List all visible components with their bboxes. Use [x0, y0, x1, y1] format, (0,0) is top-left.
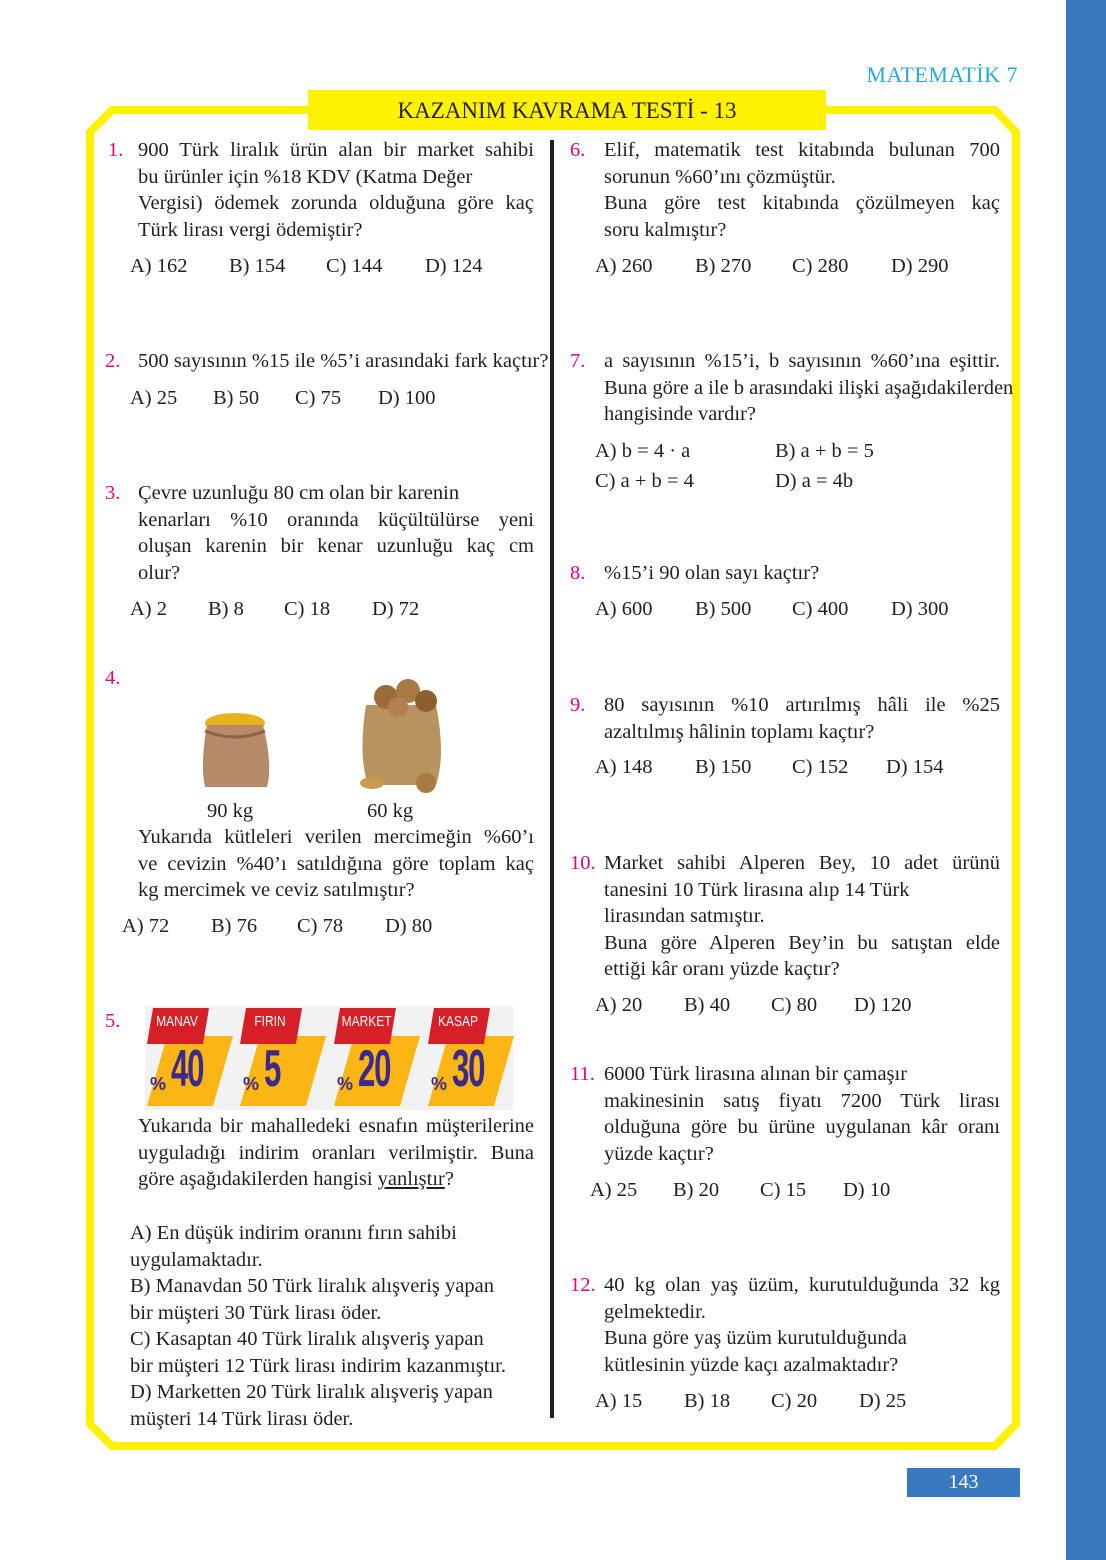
- question-text-line: ettiği kâr oranı yüzde kaçtır?: [604, 958, 840, 980]
- question-text-line: a sayısının %15’i, b sayısının %60’ına eşittir.: [604, 350, 1000, 372]
- question-text: [604, 560, 1000, 587]
- question-text-line: Buna göre a ile b arasındaki ilişki aşağıdakilerden: [604, 376, 1014, 399]
- answer-option-d[interactable]: D) 10: [843, 1179, 891, 1201]
- sign-discount-value: 20: [358, 1040, 391, 1098]
- answer-option-d[interactable]: D) 80: [385, 915, 433, 937]
- question-text: [138, 137, 534, 243]
- answer-option-d[interactable]: D) a = 4b: [775, 470, 854, 492]
- question-text-line: 500 sayısının %15 ile %5’i arasındaki fark kaçtır?: [138, 350, 549, 372]
- sign-discount-value: 30: [452, 1040, 485, 1098]
- answer-option-c[interactable]: C) 78: [297, 915, 344, 937]
- lentil-weight-label: 90 kg: [207, 800, 254, 822]
- question-text-line: Buna göre yaş üzüm kurutulduğunda: [604, 1327, 907, 1349]
- question-text: [604, 1061, 1000, 1167]
- walnut-weight-label: 60 kg: [367, 800, 414, 822]
- page-number: 143: [907, 1468, 1020, 1497]
- question-number: 8.: [570, 562, 586, 584]
- question-text-line: [138, 1166, 534, 1193]
- sign-discount-value: 40: [171, 1040, 204, 1098]
- question-text-line: Buna göre test kitabında çözülmeyen kaç: [604, 192, 1000, 214]
- question-text-line: kütlesinin yüzde kaçı azalmaktadır?: [604, 1353, 899, 1376]
- answer-option-c[interactable]: C) a + b = 4: [595, 470, 694, 492]
- question-text-line: azaltılmış hâlinin toplamı kaçtır?: [604, 720, 875, 743]
- sign-percent: %: [150, 1074, 167, 1094]
- question-text-line: lirasından satmıştır.: [604, 905, 765, 927]
- question-number: 4.: [105, 667, 121, 689]
- answer-option-d[interactable]: D) 120: [854, 994, 912, 1016]
- question-number: 6.: [570, 139, 586, 161]
- question-number: 7.: [570, 350, 586, 372]
- question-text: [138, 824, 534, 904]
- question-text: [604, 850, 1000, 983]
- answer-option-c[interactable]: C) 15: [760, 1179, 807, 1201]
- answer-options: [130, 1220, 540, 1432]
- question-text: [138, 1113, 534, 1193]
- subject-label: MATEMATİK 7: [866, 62, 1018, 87]
- question-number: 10.: [570, 852, 596, 874]
- walnut-sack-image: [348, 675, 453, 800]
- answer-option-a[interactable]: A) 20: [595, 994, 643, 1016]
- answer-option-b[interactable]: B) 150: [695, 756, 752, 778]
- answer-option-c[interactable]: C) 152: [792, 756, 849, 778]
- question-text-line: tanesini 10 Türk lirasına alıp 14 Türk: [604, 878, 910, 901]
- question-text-line: uyguladığı indirim oranları verilmiştir. Buna: [138, 1141, 534, 1164]
- question-text-line: ve cevizin %40’ı satıldığına göre toplam kaç: [138, 852, 534, 875]
- sign-shop-name: MARKET: [341, 1013, 392, 1030]
- answer-option-b[interactable]: B) 40: [684, 994, 731, 1016]
- answer-option-c[interactable]: C) 400: [792, 598, 849, 620]
- answer-option-a[interactable]: A) 25: [590, 1179, 638, 1201]
- answer-option-d[interactable]: D) 25: [859, 1390, 907, 1412]
- question-text: [604, 1272, 1000, 1378]
- question-number: 1.: [108, 139, 124, 161]
- answer-option-a[interactable]: A) 72: [122, 915, 170, 937]
- question-number: 3.: [105, 482, 121, 504]
- answer-option-cont: bir müşteri 30 Türk lirası öder.: [130, 1301, 382, 1324]
- answer-option-b[interactable]: B) a + b = 5: [775, 440, 874, 462]
- question-text-line: hangisinde vardır?: [604, 403, 756, 425]
- question-text-line: soru kalmıştır?: [604, 218, 727, 241]
- question-text: [604, 137, 1000, 243]
- question-text-line: sorunun %60’ını çözmüştür.: [604, 165, 836, 188]
- answer-option-a[interactable]: A) b = 4 · a: [595, 440, 691, 462]
- answer-option-b[interactable]: B) 76: [211, 915, 258, 937]
- answer-option[interactable]: D) Marketten 20 Türk liralık alışveriş yapan: [130, 1381, 493, 1403]
- answer-option-c[interactable]: C) 144: [326, 255, 383, 277]
- answer-option[interactable]: B) Manavdan 50 Türk liralık alışveriş yapan: [130, 1275, 494, 1297]
- discount-sign-manav: [147, 1008, 233, 1106]
- underlined-word: yanlıştır: [377, 1168, 445, 1190]
- discount-sign-market: [334, 1008, 420, 1106]
- question-number: 2.: [105, 350, 121, 372]
- answer-option-b[interactable]: B) 154: [229, 255, 286, 277]
- discount-sign-kasap: [428, 1008, 514, 1106]
- answer-option-b[interactable]: B) 20: [673, 1179, 720, 1201]
- question-text-line: oluşan karenin bir kenar uzunluğu kaç cm: [138, 535, 534, 557]
- question-text-line: 40 kg olan yaş üzüm, kurutulduğunda 32 kg: [604, 1274, 1000, 1296]
- answer-option-d[interactable]: D) 154: [886, 756, 944, 778]
- text-part: göre aşağıdakilerden hangisi: [138, 1168, 378, 1190]
- question-text-line: Çevre uzunluğu 80 cm olan bir karenin: [138, 482, 460, 504]
- answer-option-a[interactable]: A) 162: [130, 255, 188, 277]
- question-text-line: Yukarıda bir mahalledeki esnafın müşterilerine: [138, 1115, 534, 1137]
- question-text-line: %15’i 90 olan sayı kaçtır?: [604, 562, 820, 584]
- sign-percent: %: [431, 1074, 448, 1094]
- answer-option-b[interactable]: B) 8: [208, 598, 244, 620]
- answer-option-b[interactable]: B) 18: [684, 1390, 731, 1412]
- answer-option-c[interactable]: C) 20: [771, 1390, 818, 1412]
- discount-sign-firin: [240, 1008, 326, 1106]
- question-text-line: Elif, matematik test kitabında bulunan 700: [604, 139, 1000, 161]
- question-text: [604, 692, 1000, 745]
- sign-discount-value: 5: [264, 1040, 281, 1098]
- answer-option-c[interactable]: C) 280: [792, 255, 849, 277]
- answer-option-a[interactable]: A) 600: [595, 598, 653, 620]
- answer-option-d[interactable]: D) 100: [378, 387, 436, 409]
- answer-option-a[interactable]: A) 260: [595, 255, 653, 277]
- answer-option[interactable]: C) Kasaptan 40 Türk liralık alışveriş yapan: [130, 1328, 484, 1350]
- question-text-line: Market sahibi Alperen Bey, 10 adet ürünü: [604, 852, 1000, 874]
- question-text-line: Vergisi) ödemek zorunda olduğuna göre kaç: [138, 192, 534, 214]
- question-text-line: gelmektedir.: [604, 1300, 706, 1323]
- question-text-line: makinesinin satış fiyatı 7200 Türk lirası: [604, 1089, 1000, 1112]
- question-number: 12.: [570, 1274, 596, 1296]
- answer-option-b[interactable]: B) 270: [695, 255, 752, 277]
- answer-option-d[interactable]: D) 124: [425, 255, 483, 277]
- question-text-line: Buna göre Alperen Bey’in bu satıştan elde: [604, 931, 1000, 954]
- question-text: [138, 480, 534, 586]
- question-text-line: bu ürünler için %18 KDV (Katma Değer: [138, 165, 473, 188]
- question-text: [138, 348, 548, 375]
- answer-option-cont: bir müşteri 12 Türk lirası indirim kazanmıştır.: [130, 1354, 506, 1377]
- sign-shop-name: KASAP: [437, 1013, 479, 1030]
- question-text: [604, 348, 1014, 428]
- question-text-line: olduğuna göre bu ürüne uygulanan kâr oranı: [604, 1116, 1000, 1138]
- question-text-line: kg mercimek ve ceviz satılmıştır?: [138, 879, 415, 901]
- column-divider: [550, 140, 554, 1418]
- answer-option-b[interactable]: B) 50: [213, 387, 260, 409]
- question-number: 9.: [570, 694, 586, 716]
- answer-option-c[interactable]: C) 18: [284, 598, 331, 620]
- question-text-line: Türk lirası vergi ödemiştir?: [138, 218, 363, 241]
- lentil-sack-image: [195, 705, 280, 795]
- sign-percent: %: [243, 1074, 260, 1094]
- answer-option-d[interactable]: D) 300: [891, 598, 949, 620]
- test-title: KAZANIM KAVRAMA TESTİ - 13: [308, 90, 826, 130]
- question-text-line: 80 sayısının %10 artırılmış hâli ile %25: [604, 694, 1000, 716]
- question-number: 11.: [570, 1063, 595, 1085]
- answer-option[interactable]: A) En düşük indirim oranını fırın sahibi: [130, 1222, 457, 1244]
- question-text-line: kenarları %10 oranında küçültülürse yeni: [138, 508, 534, 531]
- question-text-line: 900 Türk liralık ürün alan bir market sahibi: [138, 139, 534, 161]
- answer-option-cont: uygulamaktadır.: [130, 1248, 263, 1271]
- question-text-line: Yukarıda kütleleri verilen mercimeğin %60’ı: [138, 826, 534, 848]
- sign-percent: %: [337, 1074, 354, 1094]
- answer-option-cont: müşteri 14 Türk lirası öder.: [130, 1407, 354, 1430]
- question-text-line: 6000 Türk lirasına alınan bir çamaşır: [604, 1063, 908, 1085]
- answer-option-d[interactable]: D) 290: [891, 255, 949, 277]
- question-number: 5.: [105, 1010, 121, 1032]
- answer-option-a[interactable]: A) 25: [130, 387, 178, 409]
- answer-option-c[interactable]: C) 75: [295, 387, 342, 409]
- question-text-line: olur?: [138, 561, 181, 584]
- question-text-line: yüzde kaçtır?: [604, 1142, 714, 1165]
- answer-option-a[interactable]: A) 15: [595, 1390, 643, 1412]
- sign-shop-name: FIRIN: [254, 1013, 286, 1030]
- answer-option-b[interactable]: B) 500: [695, 598, 752, 620]
- answer-option-a[interactable]: A) 2: [130, 598, 168, 620]
- text-part: ?: [444, 1168, 454, 1190]
- answer-option-c[interactable]: C) 80: [771, 994, 818, 1016]
- sign-shop-name: MANAV: [156, 1013, 198, 1030]
- answer-option-a[interactable]: A) 148: [595, 756, 653, 778]
- answer-option-d[interactable]: D) 72: [372, 598, 420, 620]
